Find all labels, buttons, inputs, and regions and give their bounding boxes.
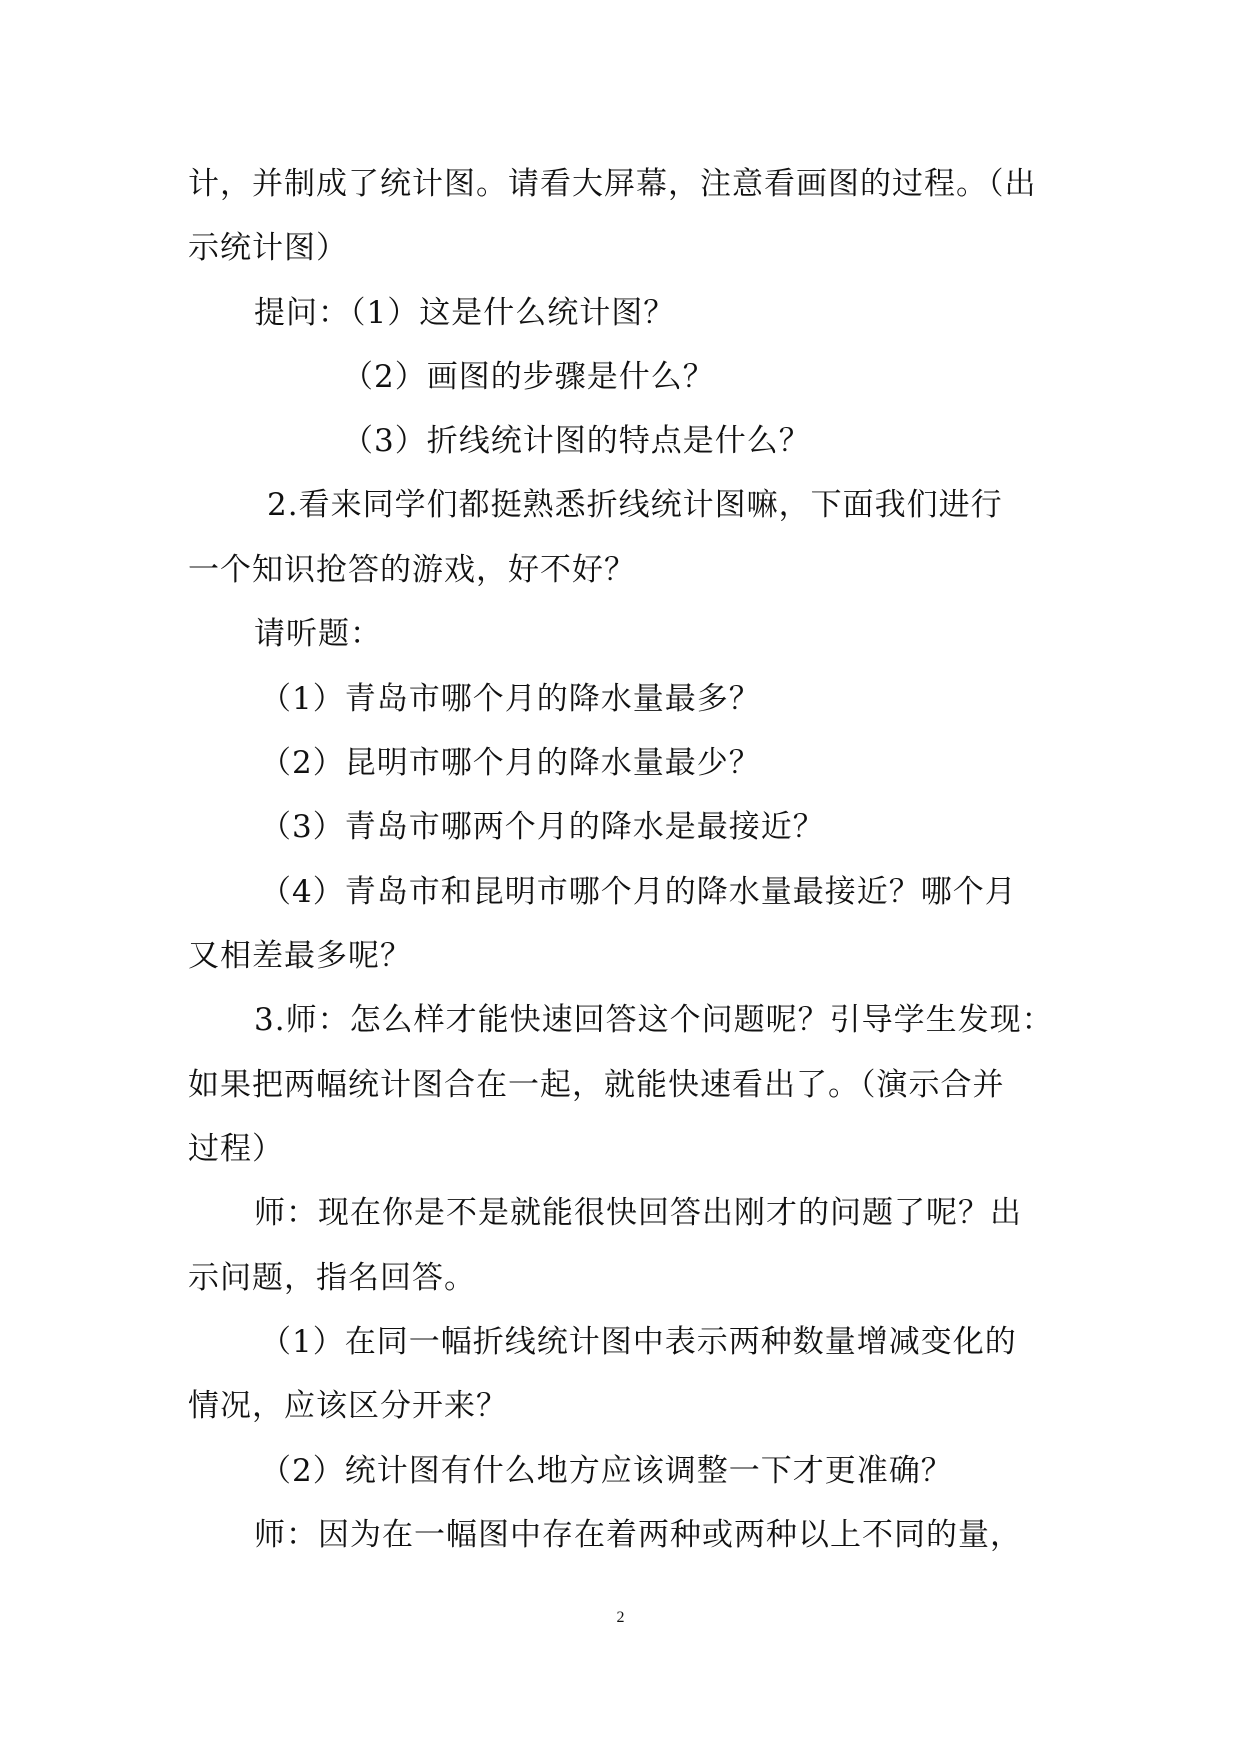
text-line: 请听题： xyxy=(254,616,382,652)
page-number: 2 xyxy=(616,1609,625,1626)
text-line: （2）昆明市哪个月的降水量最少？ xyxy=(260,745,761,781)
text-line: 提问：（1）这是什么统计图？ xyxy=(254,295,676,331)
text-line: 过程） xyxy=(188,1131,284,1167)
text-line: 2.看来同学们都挺熟悉折线统计图嘛，下面我们进行 xyxy=(267,487,1003,523)
text-line: （2）统计图有什么地方应该调整一下才更准确？ xyxy=(260,1453,953,1489)
text-line: 3.师：怎么样才能快速回答这个问题呢？引导学生发现： xyxy=(254,1002,1054,1038)
text-line: （1）在同一幅折线统计图中表示两种数量增减变化的 xyxy=(260,1324,1017,1360)
text-line: 计，并制成了统计图。请看大屏幕，注意看画图的过程。（出 xyxy=(188,166,1037,202)
text-line: 又相差最多呢？ xyxy=(188,938,412,974)
text-line: （1）青岛市哪个月的降水量最多？ xyxy=(260,681,761,717)
text-line: 情况，应该区分开来？ xyxy=(188,1388,508,1424)
text-line: 师：因为在一幅图中存在着两种或两种以上不同的量， xyxy=(254,1517,1022,1553)
text-line: （2）画图的步骤是什么？ xyxy=(342,359,715,395)
text-line: （3）青岛市哪两个月的降水是最接近？ xyxy=(260,809,825,845)
text-line: 示统计图） xyxy=(188,230,348,266)
text-line: （4）青岛市和昆明市哪个月的降水量最接近？哪个月 xyxy=(260,874,1017,910)
text-line: 如果把两幅统计图合在一起，就能快速看出了。（演示合并 xyxy=(188,1067,1005,1103)
text-line: 一个知识抢答的游戏，好不好？ xyxy=(188,552,636,588)
text-line: 师：现在你是不是就能很快回答出刚才的问题了呢？出 xyxy=(254,1195,1022,1231)
text-line: （3）折线统计图的特点是什么？ xyxy=(342,423,811,459)
text-line: 示问题，指名回答。 xyxy=(188,1260,476,1296)
